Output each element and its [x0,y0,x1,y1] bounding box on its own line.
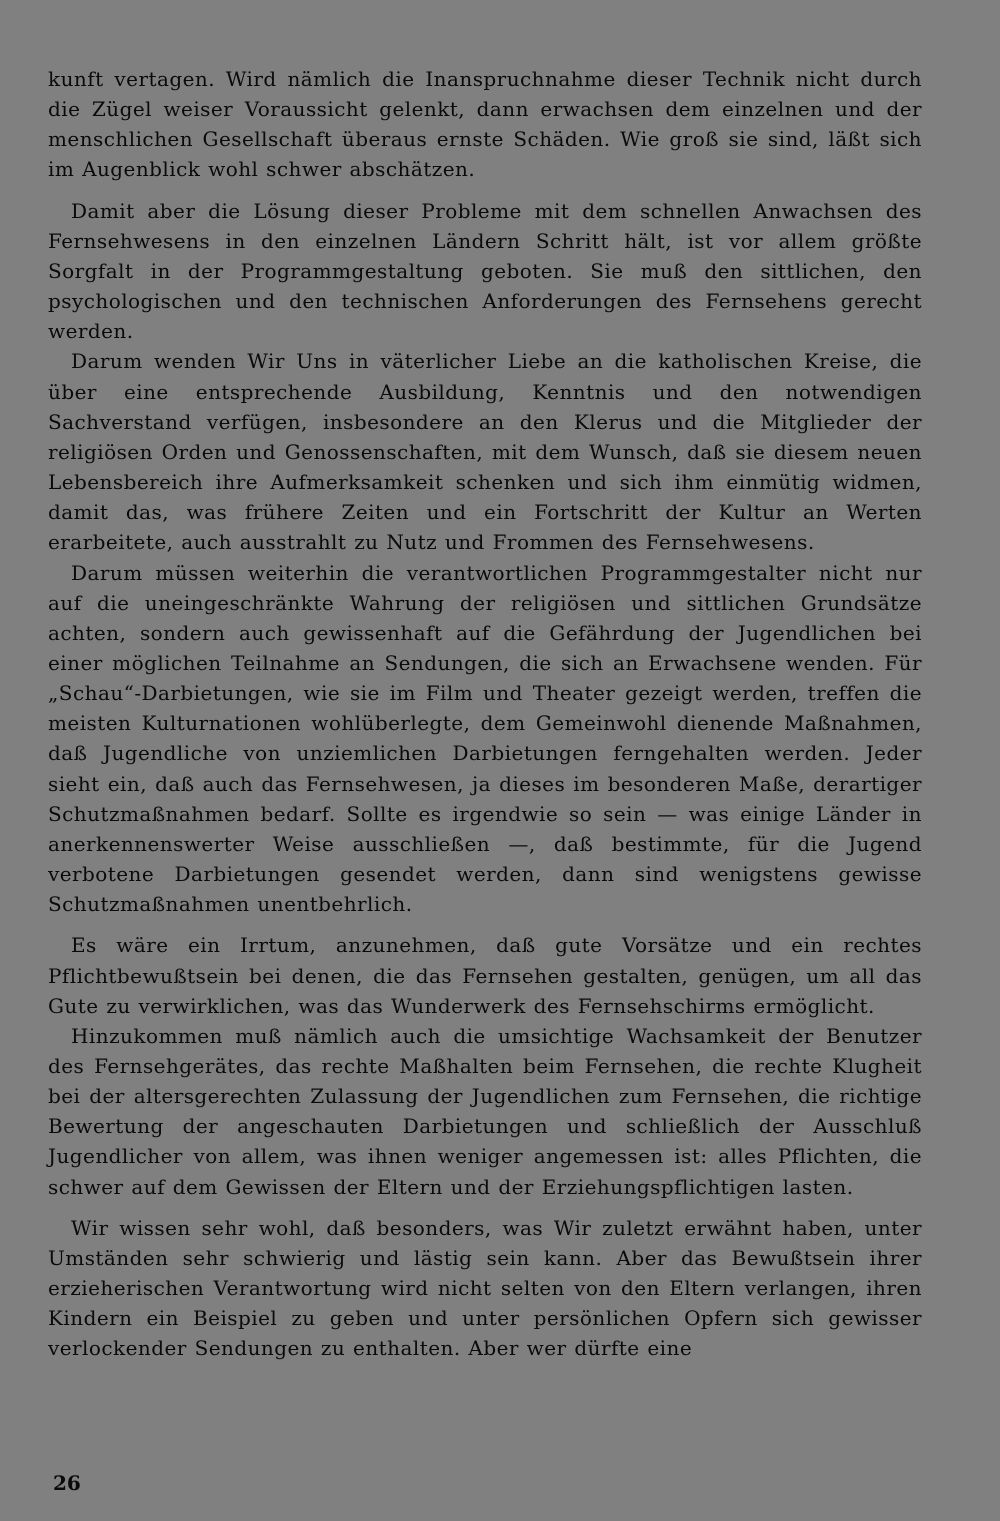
paragraph-3: Darum wenden Wir Uns in väterlicher Liebe an die katholischen Kreise, die über eine entsprechende Ausbildung, Kenntnis und den notwendigen Sachverstand verfügen, insbesondere an den Klerus und die Mitglieder der religiösen Orden und Genossenschaften, mit dem Wunsch, daß sie diesem neuen Lebensbereich ihre Aufmerksamkeit schenken und sich ihm einmütig widmen, damit das, was frühere Zeiten und ein Fortschritt der Kultur an Werten erarbeitete, auch ausstrahlt zu Nutz und Frommen des Fernsehwesens. [48,349,922,555]
paragraph-7: Wir wissen sehr wohl, daß besonders, was Wir zuletzt erwähnt haben, unter Umständen sehr schwierig und lästig sein kann. Aber das Bewußtsein ihrer erzieherischen Verantwortung wird nicht selten von den Eltern verlangen, ihren Kindern ein Beispiel zu geben und unter persönlichen Opfern sich gewisser verlockender Sendungen zu enthalten. Aber wer dürfte eine [48,1215,922,1361]
paragraph-6: Hinzukommen muß nämlich auch die umsichtige Wachsamkeit der Benutzer des Fernsehgerätes, das rechte Maßhalten beim Fernsehen, die rechte Klugheit bei der altersgerechten Zulassung der Jugendlichen zum Fernsehen, die richtige Bewertung der angeschauten Darbietungen und schließlich der Ausschluß Jugendlicher von allem, was ihnen weniger angemessen ist: alles Pflichten, die schwer auf dem Gewissen der Eltern und der Erziehungspflichtigen lasten. [48,1023,922,1199]
paragraph-1: kunft vertagen. Wird nämlich die Inanspruchnahme dieser Technik nicht durch die Zügel weiser Voraussicht gelenkt, dann erwachsen dem einzelnen und der menschlichen Gesellschaft überaus ernste Schäden. Wie groß sie sind, läßt sich im Augenblick wohl schwer abschätzen. [48,67,922,182]
paragraph-4: Darum müssen weiterhin die verantwortlichen Programmgestalter nicht nur auf die uneingeschränkte Wahrung der religiösen und sittlichen Grundsätze achten, sondern auch gewissenhaft auf die Gefährdung der Jugendlichen bei einer möglichen Teilnahme an Sendungen, die sich an Erwachsene wenden. Für „Schau“-Darbietungen, wie sie im Film und Theater gezeigt werden, treffen die meisten Kulturnationen wohlüberlegte, dem Gemeinwohl dienende Maßnahmen, daß Jugendliche von unziemlichen Darbietungen ferngehalten werden. Jeder sieht ein, daß auch das Fernsehwesen, ja dieses im besonderen Maße, derartiger Schutzmaßnahmen bedarf. Sollte es irgendwie so sein — was einige Länder in anerkennenswerter Weise ausschließen —, daß bestimmte, für die Jugend verbotene Darbietungen gesendet werden, dann sind wenigstens gewisse Schutzmaßnahmen unentbehrlich. [48,560,922,917]
paragraph-2: Damit aber die Lösung dieser Probleme mit dem schnellen Anwachsen des Fernsehwesens in den einzelnen Ländern Schritt hält, ist vor allem größte Sorgfalt in der Programmgestaltung geboten. Sie muß den sittlichen, den psychologischen und den technischen Anforderungen des Fernsehens gerecht werden. [48,198,922,344]
body-text [48,64,922,1364]
page-number: 26 [53,1471,81,1495]
paragraph-5: Es wäre ein Irrtum, anzunehmen, daß gute Vorsätze und ein rechtes Pflichtbewußtsein bei denen, die das Fernsehen gestalten, genügen, um all das Gute zu verwirklichen, was das Wunderwerk des Fernsehschirms ermöglicht. [48,933,922,1018]
